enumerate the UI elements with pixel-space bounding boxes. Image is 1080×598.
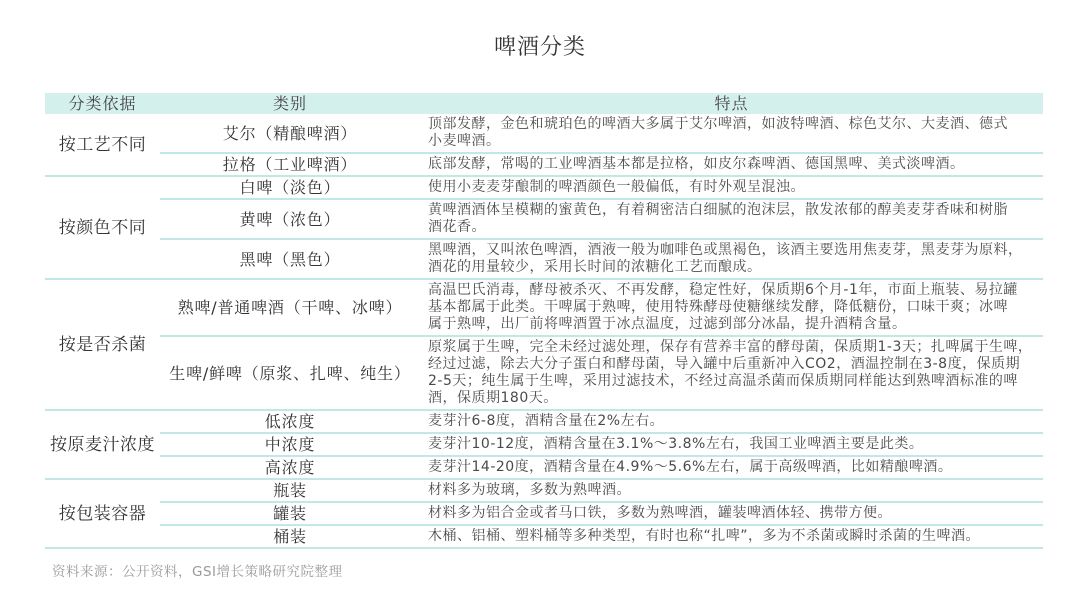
feature-text-line: 经过过滤，除去大分子蛋白和酵母菌，导入罐中后重新冲入CO2，酒温控制在3-8度，保质期 xyxy=(428,356,1021,372)
beer-features-cell xyxy=(420,502,1043,525)
beer-features-cell xyxy=(420,153,1043,176)
beer-category-cell: 中浓度 xyxy=(160,433,420,456)
beer-features-cell xyxy=(420,456,1043,479)
table-header xyxy=(45,93,1043,114)
table-row xyxy=(45,525,1043,548)
table-row xyxy=(45,239,1043,279)
table-row xyxy=(45,176,1043,199)
feature-text-line: 酒，保质期180天。 xyxy=(428,390,558,406)
feature-text-line: 麦芽汁14-20度，酒精含量在4.9%～5.6%左右，属于高级啤酒，比如精酿啤酒。 xyxy=(428,459,953,475)
table-row xyxy=(45,153,1043,176)
table-row xyxy=(45,479,1043,502)
beer-features-cell xyxy=(420,239,1043,279)
beer-category-cell: 黄啤（浓色） xyxy=(160,199,420,239)
table-row xyxy=(45,199,1043,239)
beer-features-cell xyxy=(420,479,1043,502)
header-basis: 分类依据 xyxy=(45,93,160,114)
feature-text-line: 基本都属于此类。干啤属于熟啤，使用特殊酵母使糖继续发酵，降低糖份，口味干爽；冰啤 xyxy=(428,299,1008,315)
classification-basis-cell: 按颜色不同 xyxy=(45,176,160,279)
table-row xyxy=(45,336,1043,410)
feature-text-line: 酒花的用量较少，采用长时间的浓糖化工艺而酿成。 xyxy=(428,259,762,275)
feature-text-line: 小麦啤酒。 xyxy=(428,133,501,149)
beer-category-cell: 高浓度 xyxy=(160,456,420,479)
feature-text-line: 酒花香。 xyxy=(428,219,486,235)
feature-text-line: 属于熟啤，出厂前将啤酒置于冰点温度，过滤到部分冰晶，提升酒精含量。 xyxy=(428,316,907,332)
beer-features-cell xyxy=(420,336,1043,410)
feature-text-line: 材料多为玻璃，多数为熟啤酒。 xyxy=(428,482,631,498)
beer-category-cell: 罐装 xyxy=(160,502,420,525)
table-row xyxy=(45,114,1043,153)
table-row xyxy=(45,410,1043,433)
beer-category-cell: 黑啤（黑色） xyxy=(160,239,420,279)
feature-text-line: 黑啤酒，又叫浓色啤酒，酒液一般为咖啡色或黑褐色，该酒主要选用焦麦芽，黑麦芽为原料， xyxy=(428,242,1023,258)
classification-basis-cell: 按工艺不同 xyxy=(45,114,160,176)
beer-features-cell xyxy=(420,525,1043,548)
feature-text-line: 2-5天；纯生属于生啤，采用过滤技术，不经过高温杀菌而保质期同样能达到熟啤酒标准的啤 xyxy=(428,373,1018,389)
beer-features-cell xyxy=(420,176,1043,199)
feature-text-line: 原浆属于生啤，完全未经过滤处理，保存有营养丰富的酵母菌，保质期1-3天；扎啤属于生啤， xyxy=(428,339,1033,355)
beer-classification-table xyxy=(45,93,1043,549)
page-title: 啤酒分类 xyxy=(493,35,586,60)
table-header-row xyxy=(45,93,1043,114)
classification-basis-cell: 按原麦汁浓度 xyxy=(45,410,160,479)
feature-text-line: 材料多为铝合金或者马口铁，多数为熟啤酒，罐装啤酒体轻、携带方便。 xyxy=(428,505,892,521)
table-row xyxy=(45,433,1043,456)
beer-category-cell: 艾尔（精酿啤酒） xyxy=(160,114,420,153)
beer-features-cell xyxy=(420,279,1043,336)
beer-category-cell: 白啤（淡色） xyxy=(160,176,420,199)
feature-text-line: 麦芽汁6-8度，酒精含量在2%左右。 xyxy=(428,413,665,429)
feature-text-line: 黄啤酒酒体呈模糊的蜜黄色，有着稠密洁白细腻的泡沫层，散发浓郁的醇美麦芽香味和树脂 xyxy=(428,202,1008,218)
beer-category-cell: 桶装 xyxy=(160,525,420,548)
table-row xyxy=(45,279,1043,336)
beer-category-cell: 熟啤/普通啤酒（干啤、冰啤） xyxy=(160,279,420,336)
table-row xyxy=(45,502,1043,525)
classification-basis-cell: 按包装容器 xyxy=(45,479,160,548)
feature-text-line: 高温巴氏消毒，酵母被杀灭、不再发酵，稳定性好，保质期6个月-1年，市面上瓶装、易拉罐 xyxy=(428,282,1018,298)
beer-features-cell xyxy=(420,433,1043,456)
source-note: 资料来源：公开资料，GSI增长策略研究院整理 xyxy=(52,564,343,580)
beer-features-cell xyxy=(420,114,1043,153)
beer-category-cell: 生啤/鲜啤（原浆、扎啤、纯生） xyxy=(160,336,420,410)
table-row xyxy=(45,456,1043,479)
feature-text-line: 使用小麦麦芽酿制的啤酒颜色一般偏低，有时外观呈混浊。 xyxy=(428,179,805,195)
feature-text-line: 顶部发酵，金色和琥珀色的啤酒大多属于艾尔啤酒，如波特啤酒、棕色艾尔、大麦酒、德式 xyxy=(428,116,1008,132)
beer-features-cell xyxy=(420,199,1043,239)
beer-features-cell xyxy=(420,410,1043,433)
table-body xyxy=(45,114,1043,548)
beer-category-cell: 低浓度 xyxy=(160,410,420,433)
classification-basis-cell: 按是否杀菌 xyxy=(45,279,160,410)
feature-text-line: 麦芽汁10-12度，酒精含量在3.1%～3.8%左右，我国工业啤酒主要是此类。 xyxy=(428,436,924,452)
beer-category-cell: 拉格（工业啤酒） xyxy=(160,153,420,176)
feature-text-line: 木桶、铝桶、塑料桶等多种类型，有时也称“扎啤”，多为不杀菌或瞬时杀菌的生啤酒。 xyxy=(428,528,981,544)
beer-category-cell: 瓶装 xyxy=(160,479,420,502)
header-category: 类别 xyxy=(160,93,420,114)
header-features: 特点 xyxy=(420,93,1043,114)
feature-text-line: 底部发酵，常喝的工业啤酒基本都是拉格，如皮尔森啤酒、德国黑啤、美式淡啤酒。 xyxy=(428,156,965,172)
